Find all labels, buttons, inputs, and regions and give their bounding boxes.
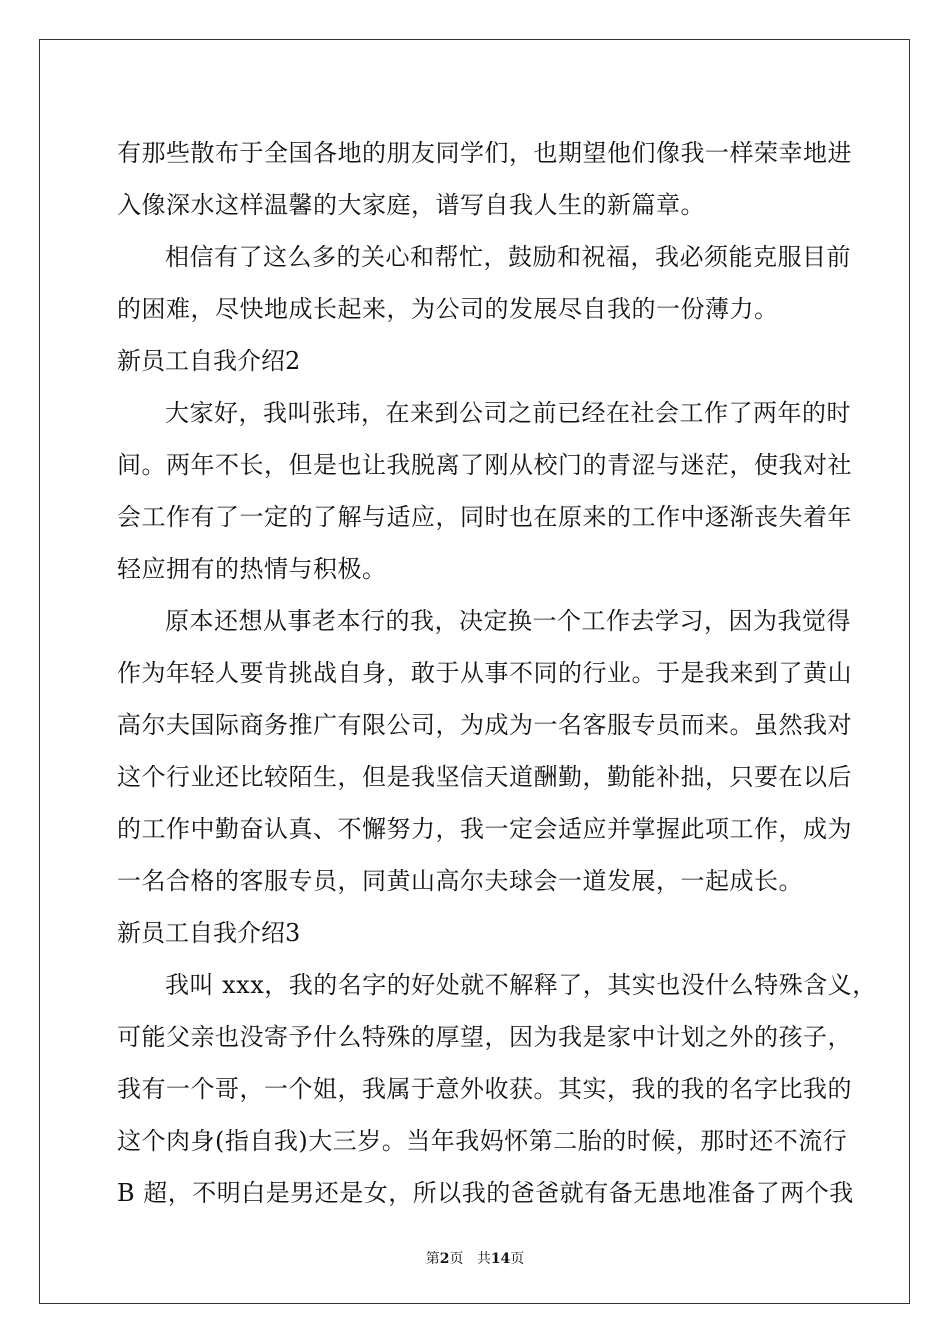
text-line: 轻应拥有的热情与积极。 [117,555,387,583]
text-line: 会工作有了一定的了解与适应，同时也在原来的工作中逐渐丧失着年 [117,503,852,531]
text-line: 我叫 xxx，我的名字的好处就不解释了，其实也没什么特殊含义， [165,971,877,999]
text-line: 高尔夫国际商务推广有限公司，为成为一名客服专员而来。虽然我对 [117,711,852,739]
page-prefix: 第 [425,1251,440,1267]
text-line: 的工作中勤奋认真、不懈努力，我一定会适应并掌握此项工作，成为 [117,815,852,843]
page-number: 2 [439,1251,450,1267]
text-line: 作为年轻人要肯挑战自身，敢于从事不同的行业。于是我来到了黄山 [117,659,852,687]
text-line: 大家好，我叫张玮，在来到公司之前已经在社会工作了两年的时 [165,399,851,427]
text-line: 这个行业还比较陌生，但是我坚信天道酬勤，勤能补拙，只要在以后 [117,763,852,791]
text-line: 相信有了这么多的关心和帮忙，鼓励和祝福，我必须能克服目前 [165,243,851,271]
total-suffix: 页 [510,1251,525,1267]
document-body [117,127,877,1219]
total-pages: 14 [490,1251,511,1267]
text-line: 原本还想从事老本行的我，决定换一个工作去学习，因为我觉得 [165,607,851,635]
text-line: B 超，不明白是男还是女，所以我的爸爸就有备无患地准备了两个我 [117,1179,854,1207]
total-prefix: 共 [476,1251,491,1267]
text-line: 这个肉身(指自我)大三岁。当年我妈怀第二胎的时候，那时还不流行 [117,1127,848,1155]
text-line: 我有一个哥，一个姐，我属于意外收获。其实，我的我的名字比我的 [117,1075,852,1103]
section-heading: 新员工自我介绍3 [117,919,301,947]
text-line: 间。两年不长，但是也让我脱离了刚从校门的青涩与迷茫，使我对社 [117,451,852,479]
text-line: 可能父亲也没寄予什么特殊的厚望，因为我是家中计划之外的孩子， [117,1023,852,1051]
text-line: 有那些散布于全国各地的朋友同学们，也期望他们像我一样荣幸地进 [117,139,852,167]
text-line: 的困难，尽快地成长起来，为公司的发展尽自我的一份薄力。 [117,295,779,323]
page-suffix: 页 [449,1251,464,1267]
text-line: 入像深水这样温馨的大家庭，谱写自我人生的新篇章。 [117,191,705,219]
section-heading: 新员工自我介绍2 [117,347,301,375]
page-footer [0,1248,950,1268]
text-line: 一名合格的客服专员，同黄山高尔夫球会一道发展，一起成长。 [117,867,803,895]
